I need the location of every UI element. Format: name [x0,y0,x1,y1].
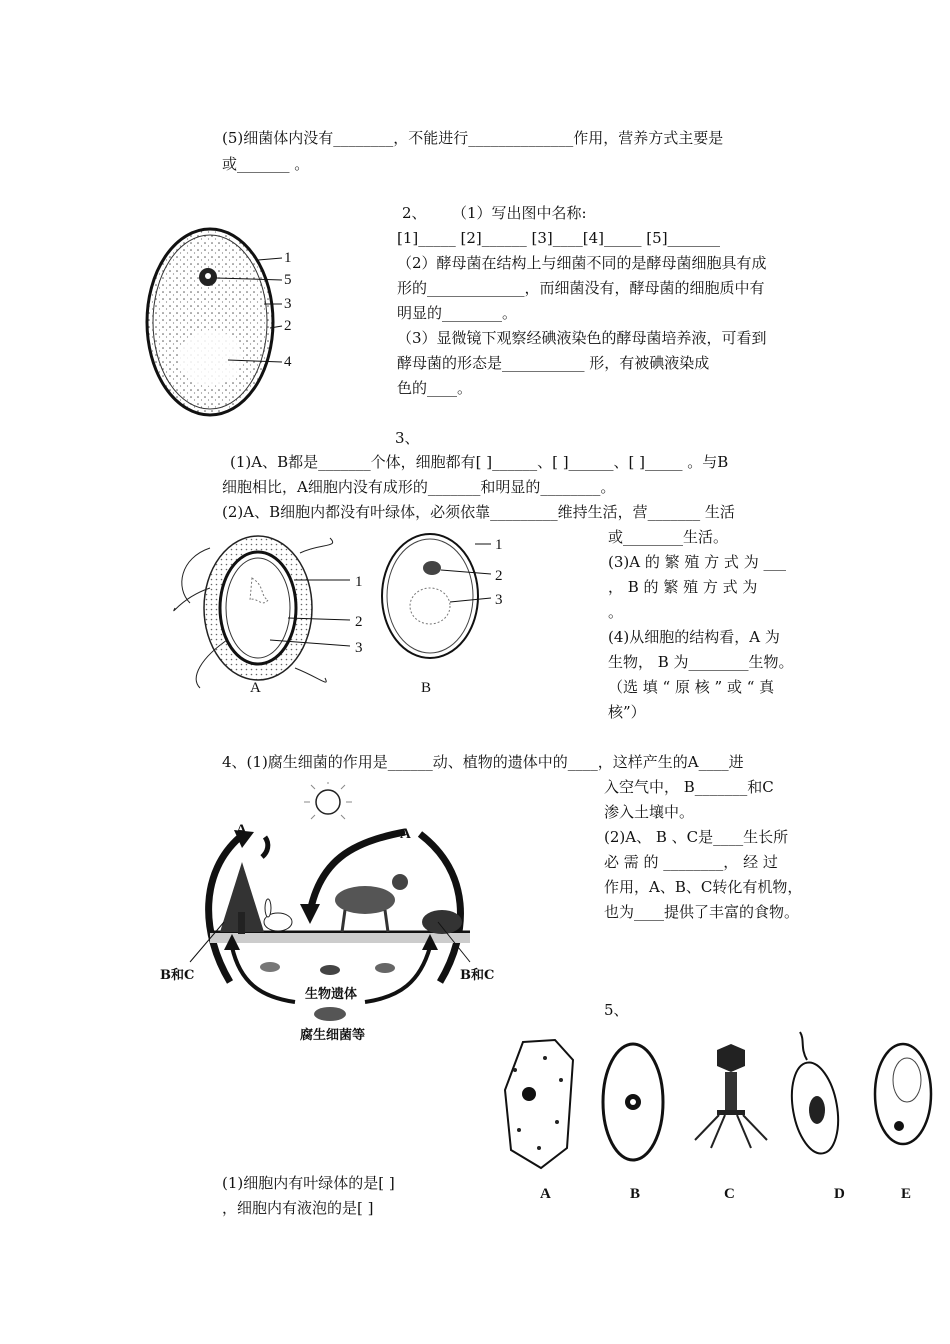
q3-r1: (3)A 的 繁 殖 方 式 为 ___ [608,553,786,571]
q5-number: 5、 [604,1001,629,1019]
bacterium-figure-a [170,528,380,698]
figB-label-3: 3 [495,592,503,608]
q3-l2: 细胞相比，A细胞内没有成形的_______和明显的________。 [222,478,616,496]
q3-l3: (2)A、B细胞内都没有叶绿体，必须依靠_________维持生活，营_______ 生活 [222,503,735,521]
q3-number: 3、 [395,429,420,447]
figA-label-3: 3 [355,640,363,656]
q4-r3: (2)A、 B 、C是____生长所 [604,828,789,846]
cycle-label-bacteria: 腐生细菌等 [300,1028,366,1043]
q2-blanks: [1]_____ [2]______ [3]____[4]_____ [5]_______ [397,229,721,247]
q3-l1: (1)A、B都是_______个体，细胞都有[ ]______、[ ]______、[ ]_____ 。与B [230,453,729,471]
q2-p2c: 明显的________。 [397,304,518,322]
q2-p3a: （3）显微镜下观察经碘液染色的酵母菌培养液，可看到 [397,329,767,347]
yeast-label-1: 1 [284,250,292,266]
cell-caption-d: D [834,1186,845,1202]
q3-r4: (4)从细胞的结构看，A 为 [608,628,780,646]
q3-r5: 生物， B 为________生物。 [608,653,794,671]
figB-caption: B [421,680,432,696]
cell-caption-c: C [724,1186,735,1202]
q2-p2b: 形的_____________，而细菌没有，酵母菌的细胞质中有 [397,279,765,297]
yeast-label-5: 5 [284,272,292,288]
cell-caption-a: A [540,1186,551,1202]
cell-caption-e: E [901,1186,912,1202]
q2-prompt: （1）写出图中名称: [452,204,587,222]
figB-label-2: 2 [495,568,503,584]
nutrient-cycle-figure [150,782,510,1047]
yeast-figure-b [375,528,495,668]
q3-r6: （选 填 “ 原 核 ” 或 “ 真 [608,678,775,696]
figA-label-1: 1 [355,574,363,590]
q2-number: 2、 [402,204,427,222]
figA-label-2: 2 [355,614,363,630]
q1-line1: (5)细菌体内没有________，不能进行______________作用，营养方式主要是 [222,129,724,147]
q3-r7: 核”） [608,703,646,721]
cells-figure [495,1030,945,1180]
q4-r2: 渗入土壤中。 [604,803,695,821]
yeast-label-2: 2 [284,318,292,334]
q2-p3b: 酵母菌的形态是___________ 形，有被碘液染成 [397,354,710,372]
q1-line2: 或_______ 。 [222,155,310,173]
q4-l1: 4、(1)腐生细菌的作用是______动、植物的遗体中的____，这样产生的A____进 [222,753,744,771]
q3-r3: 。 [608,603,624,621]
yeast-label-3: 3 [284,296,292,312]
q5-l2: ，细胞内有液泡的是[ ] [222,1199,374,1217]
cycle-label-bc-right: B和C [460,968,495,983]
q2-p2a: （2）酵母菌在结构上与细菌不同的是酵母菌细胞具有成 [397,254,767,272]
q4-r6: 也为____提供了丰富的食物。 [604,903,800,921]
q4-r4: 必 需 的 ________， 经 过 [604,853,778,871]
figA-caption: A [250,680,261,696]
cycle-label-bc-left: B和C [160,968,195,983]
q3-r2: ， B 的 繁 殖 方 式 为 [608,578,758,596]
cycle-label-remains: 生物遗体 [305,987,358,1002]
cycle-label-a-left: A [236,822,247,838]
q2-p3c: 色的____。 [397,379,473,397]
q3-l4: 或________生活。 [608,528,729,546]
q4-r1: 入空气中， B_______和C [604,778,774,796]
yeast-label-4: 4 [284,354,292,370]
cycle-label-a-right: A [400,826,411,842]
figB-label-1: 1 [495,537,503,553]
q5-l1: (1)细胞内有叶绿体的是[ ] [222,1174,395,1192]
q4-r5: 作用，A、B、C转化有机物， [604,878,803,896]
cell-caption-b: B [630,1186,641,1202]
